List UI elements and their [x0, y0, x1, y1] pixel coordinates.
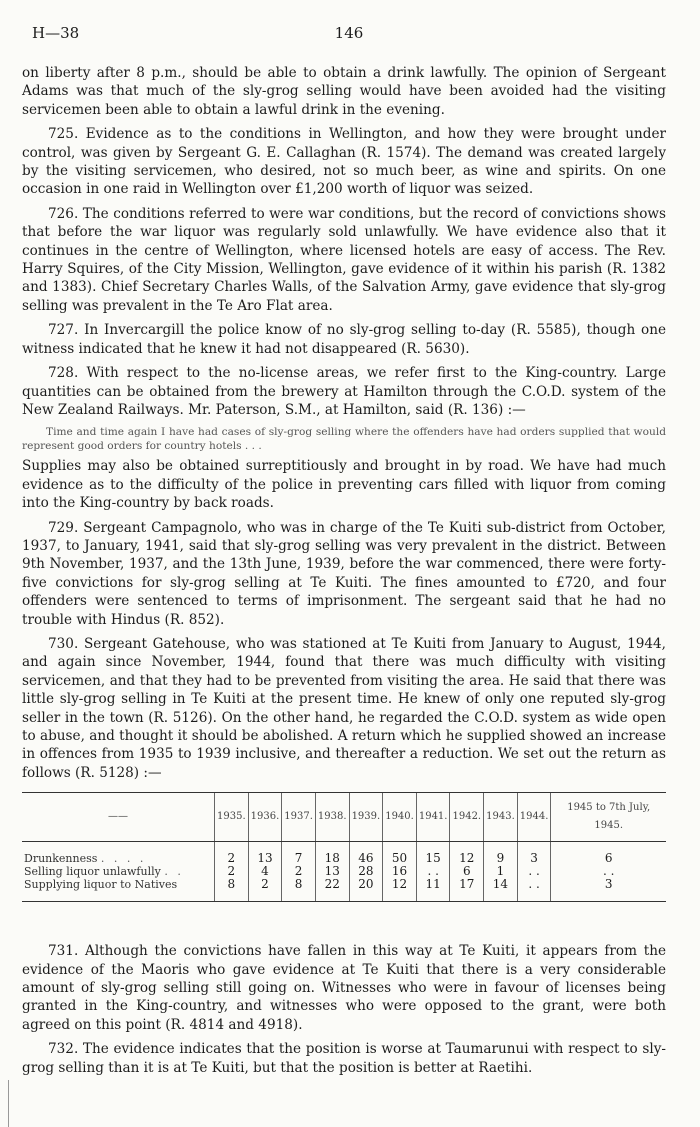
row-label-text: Selling liquor unlawfully [24, 865, 161, 879]
table-cell: 2 [215, 842, 249, 866]
table-cell: 12 [450, 842, 484, 866]
table-cell: 6 [450, 865, 484, 878]
table-cell: . . [551, 865, 666, 878]
table-cell: . . [416, 865, 450, 878]
margin-rule [8, 1080, 9, 1127]
table-cell: 15 [416, 842, 450, 866]
table-cell: 3 [551, 878, 666, 902]
row-label [22, 878, 215, 902]
table-cell: 50 [383, 842, 417, 866]
column-header: 1939. [349, 793, 383, 842]
convictions-table-wrapper [22, 792, 666, 902]
column-header: 1938. [315, 793, 349, 842]
table-cell: 17 [450, 878, 484, 902]
table-header-row [22, 793, 666, 842]
column-header: 1937. [282, 793, 316, 842]
table-corner: —— [22, 793, 215, 842]
paragraph-729: 729. Sergeant Campagnolo, who was in charge of the Te Kuiti sub-district from October, 1937, to January, 1941, said that sly-grog selling was very prevalent in the district. Between 9th November, 1937, and the 13th June, 1939, before the war commenced, there were forty-five convictions for sly-grog selling at Te Kuiti. The fines amounted to £720, and four offenders were sentenced to terms of imprisonment. The sergeant said that he had no trouble with Hindus (R. 852). [22, 519, 666, 628]
table-cell: 16 [383, 865, 417, 878]
table-cell: 13 [248, 842, 282, 866]
page-number: 146 [334, 24, 364, 42]
table-cell: 8 [215, 878, 249, 902]
table-cell: 1 [484, 865, 518, 878]
table-cell: 13 [315, 865, 349, 878]
table-cell: 22 [315, 878, 349, 902]
table-cell: 14 [484, 878, 518, 902]
column-header: 1945 to 7th July, 1945. [551, 793, 666, 842]
table-cell: 46 [349, 842, 383, 866]
table-cell: 11 [416, 878, 450, 902]
report-reference: H—38 [32, 24, 80, 42]
paragraph-continued: on liberty after 8 p.m., should be able to obtain a drink lawfully. The opinion of Sergeant Adams was that much of the sly-grog selling would have been avoided had the visiting servicemen been able to obtain a lawful drink in the evening. [22, 65, 666, 118]
table-cell: 9 [484, 842, 518, 866]
table-cell: . . [517, 878, 551, 902]
table-cell: 8 [282, 878, 316, 902]
row-label [22, 865, 215, 878]
paragraph-730: 730. Sergeant Gatehouse, who was stationed at Te Kuiti from January to August, 1944, and again since November, 1944, found that there was much difficulty with visiting servicemen, and that they had to be prevented from visiting the area. He said that there was little sly-grog selling in Te Kuiti at the present time. He knew of only one reputed sly-grog seller in the town (R. 5126). On the other hand, he regarded the C.O.D. system as wide open to abuse, and thought it should be abolished. A return which he supplied showed an increase in offences from 1935 to 1939 inclusive, and thereafter a reduction. We set out the return as follows (R. 5128) :— [22, 635, 666, 781]
table-cell: . . [517, 865, 551, 878]
table-cell: 3 [517, 842, 551, 866]
paragraph-728-continued: Supplies may also be obtained surreptitiously and brought in by road. We have had much evidence as to the difficulty of the police in preventing cars filled with liquor from coming into the King-country by back roads. [22, 458, 666, 512]
paragraph-727: 727. In Invercargill the police know of no sly-grog selling to-day (R. 5585), though one witness indicated that he knew it had not disappeared (R. 5630). [22, 322, 666, 357]
column-header: 1936. [248, 793, 282, 842]
column-header: 1942. [450, 793, 484, 842]
table-cell: 12 [383, 878, 417, 902]
row-label-text: Drunkenness [24, 852, 98, 866]
page-header [22, 24, 676, 48]
table-cell: 2 [282, 865, 316, 878]
table-cell: 28 [349, 865, 383, 878]
paragraph-728: 728. With respect to the no-license areas, we refer first to the King-country. Large quantities can be obtained from the brewery at Hamilton through the C.O.D. system of the New Zealand Railways. Mr. Paterson, S.M., at Hamilton, said (R. 136) :— [22, 365, 666, 418]
leader-dots: . . [164, 865, 184, 879]
column-header: 1944. [517, 793, 551, 842]
paragraph-726: 726. The conditions referred to were war conditions, but the record of convictions shows that before the war liquor was regularly sold unlawfully. We have evidence also that it continues in the centre of Wellington, where licensed hotels are easy of access. The Rev. Harry Squires, of the City Mission, Wellington, gave evidence of it within his parish (R. 1382 and 1383). Chief Secretary Charles Walls, of the Salvation Army, gave evidence that sly-grog selling was prevalent in the Te Aro Flat area. [22, 205, 666, 314]
table-cell: 18 [315, 842, 349, 866]
paragraph-725: 725. Evidence as to the conditions in Wellington, and how they were brought under control, was given by Sergeant G. E. Callaghan (R. 1574). The demand was created largely by the visiting servicemen, who desired, not so much beer, as wine and spirits. On one occasion in one raid in Wellington over £1,200 worth of liquor was seized. [22, 126, 666, 198]
column-header: 1941. [416, 793, 450, 842]
table-row [22, 878, 666, 902]
table-cell: 6 [551, 842, 666, 866]
paragraph-731: 731. Although the convictions have fallen in this way at Te Kuiti, it appears from the evidence of the Maoris who gave evidence at Te Kuiti that there is a very considerable amount of sly-grog selling still going on. Witnesses who were in favour of licenses being granted in the King-country, and witnesses who were opposed to the grant, were both agreed on this point (R. 4814 and 4918). [22, 943, 666, 1033]
page-body [22, 64, 666, 1083]
table-row [22, 842, 666, 866]
table-cell: 2 [248, 878, 282, 902]
row-label [22, 842, 215, 866]
convictions-table [22, 792, 666, 902]
column-header: 1943. [484, 793, 518, 842]
table-cell: 4 [248, 865, 282, 878]
table-cell: 7 [282, 842, 316, 866]
table-cell: 2 [215, 865, 249, 878]
row-label-text: Supplying liquor to Natives [24, 878, 178, 892]
table-cell: 20 [349, 878, 383, 902]
table-row [22, 865, 666, 878]
block-quote: Time and time again I have had cases of sly-grog selling where the offenders have had orders supplied that would represent good orders for country hotels . . . [22, 426, 666, 453]
leader-dots: . . . . [100, 852, 147, 866]
column-header: 1935. [215, 793, 249, 842]
paragraph-732: 732. The evidence indicates that the position is worse at Taumarunui with respect to sly-grog selling than it is at Te Kuiti, but that the position is better at Raetihi. [22, 1041, 666, 1076]
column-header: 1940. [383, 793, 417, 842]
